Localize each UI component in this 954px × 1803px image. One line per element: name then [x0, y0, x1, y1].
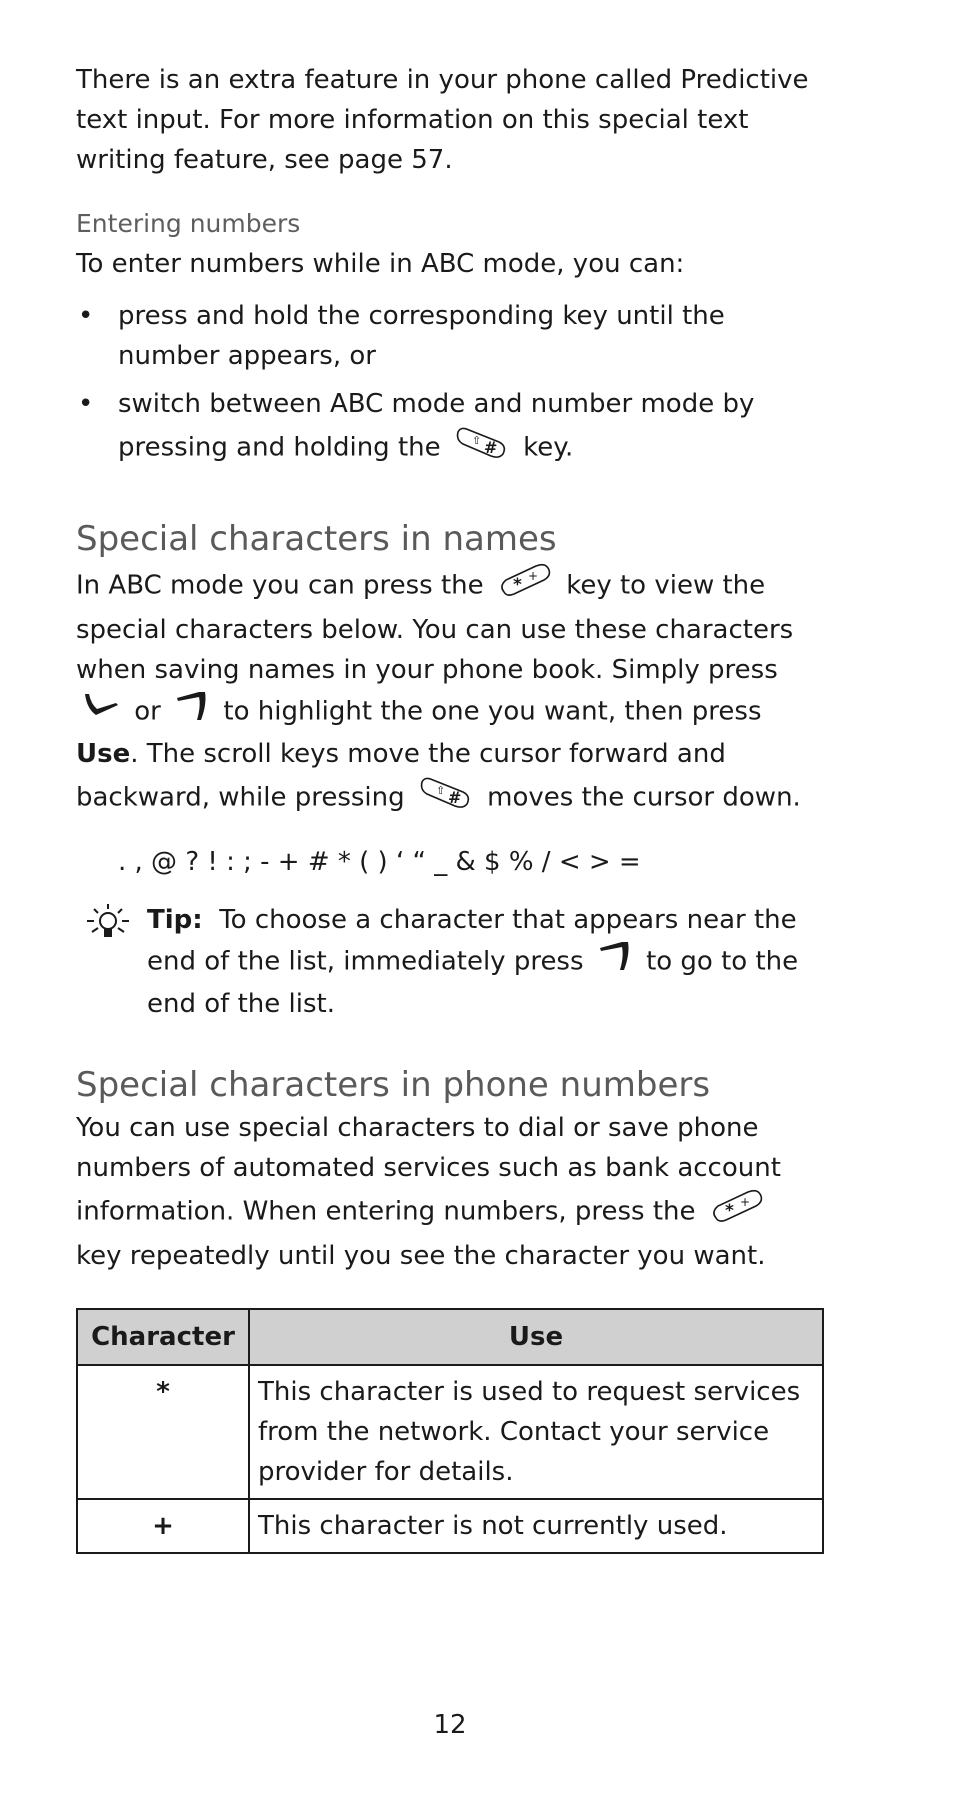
table-header-row: [77, 1309, 823, 1365]
scroll-right-icon: [175, 690, 209, 734]
phone-section-heading: Special characters in phone numbers: [76, 1065, 711, 1105]
list-item: • press and hold the corresponding key until the number appears, or: [76, 296, 821, 376]
svg-text:+: +: [739, 1195, 750, 1209]
svg-text:#: #: [483, 438, 498, 457]
table-row: [77, 1365, 823, 1499]
special-characters-table: [76, 1308, 824, 1554]
use-cell: This character is used to request services from the network. Contact your service provider for details.: [249, 1365, 823, 1499]
bullet-dot: •: [78, 301, 94, 331]
hash-key-icon: [419, 774, 473, 822]
names-section-paragraph: In ABC mode you can press the * + key to view the special characters below. You can use these characters when saving names in your phone book. Simply press or to highlight the one you want, then press Use. The scroll keys move the cursor forward and backward, while pressing ⇧ # moves the cursor down.: [76, 562, 821, 822]
star-key-icon: [710, 1188, 764, 1236]
bullet-dot: •: [78, 389, 94, 419]
tip-box: Tip: To choose a character that appears near the end of the list, immediately press to go to the end of the list.: [76, 900, 821, 1024]
hash-key-icon: [455, 424, 509, 472]
lightbulb-icon: [82, 902, 134, 946]
svg-text:#: #: [447, 788, 462, 807]
scroll-right-icon: [598, 940, 632, 984]
manual-page: [76, 60, 821, 1554]
scroll-left-icon: [82, 691, 120, 733]
star-key-icon: [498, 562, 552, 610]
special-character-list: . , @ ? ! : ; - + # * ( ) ‘ “ _ & $ % / < > =: [118, 847, 641, 877]
character-cell: *: [77, 1365, 249, 1499]
names-section-heading: Special characters in names: [76, 519, 557, 559]
svg-text:⇧: ⇧: [471, 434, 482, 447]
tip-label: Tip:: [147, 905, 203, 935]
list-item: • switch between ABC mode and number mode by pressing and holding the ⇧ # key.: [76, 384, 821, 472]
intro-paragraph: There is an extra feature in your phone called Predictive text input. For more information on this special text writing feature, see page 57.: [76, 65, 809, 175]
use-cell: This character is not currently used.: [249, 1499, 823, 1553]
use-label: Use: [76, 739, 131, 769]
column-header-use: Use: [249, 1309, 823, 1365]
svg-text:*: *: [512, 575, 522, 595]
phone-section-paragraph: You can use special characters to dial or save phone numbers of automated services such as bank account information. When entering numbers, press the * + key repeatedly until you see the character you want.: [76, 1113, 781, 1271]
svg-text:⇧: ⇧: [435, 784, 446, 797]
page-number: 12: [433, 1710, 467, 1740]
svg-text:+: +: [527, 569, 538, 583]
svg-text:*: *: [724, 1201, 734, 1221]
entering-numbers-list: [76, 296, 821, 472]
entering-numbers-heading: Entering numbers: [76, 209, 301, 238]
column-header-character: Character: [77, 1309, 249, 1365]
character-cell: +: [77, 1499, 249, 1553]
entering-numbers-lead: To enter numbers while in ABC mode, you can:: [76, 249, 685, 279]
table-row: [77, 1499, 823, 1553]
